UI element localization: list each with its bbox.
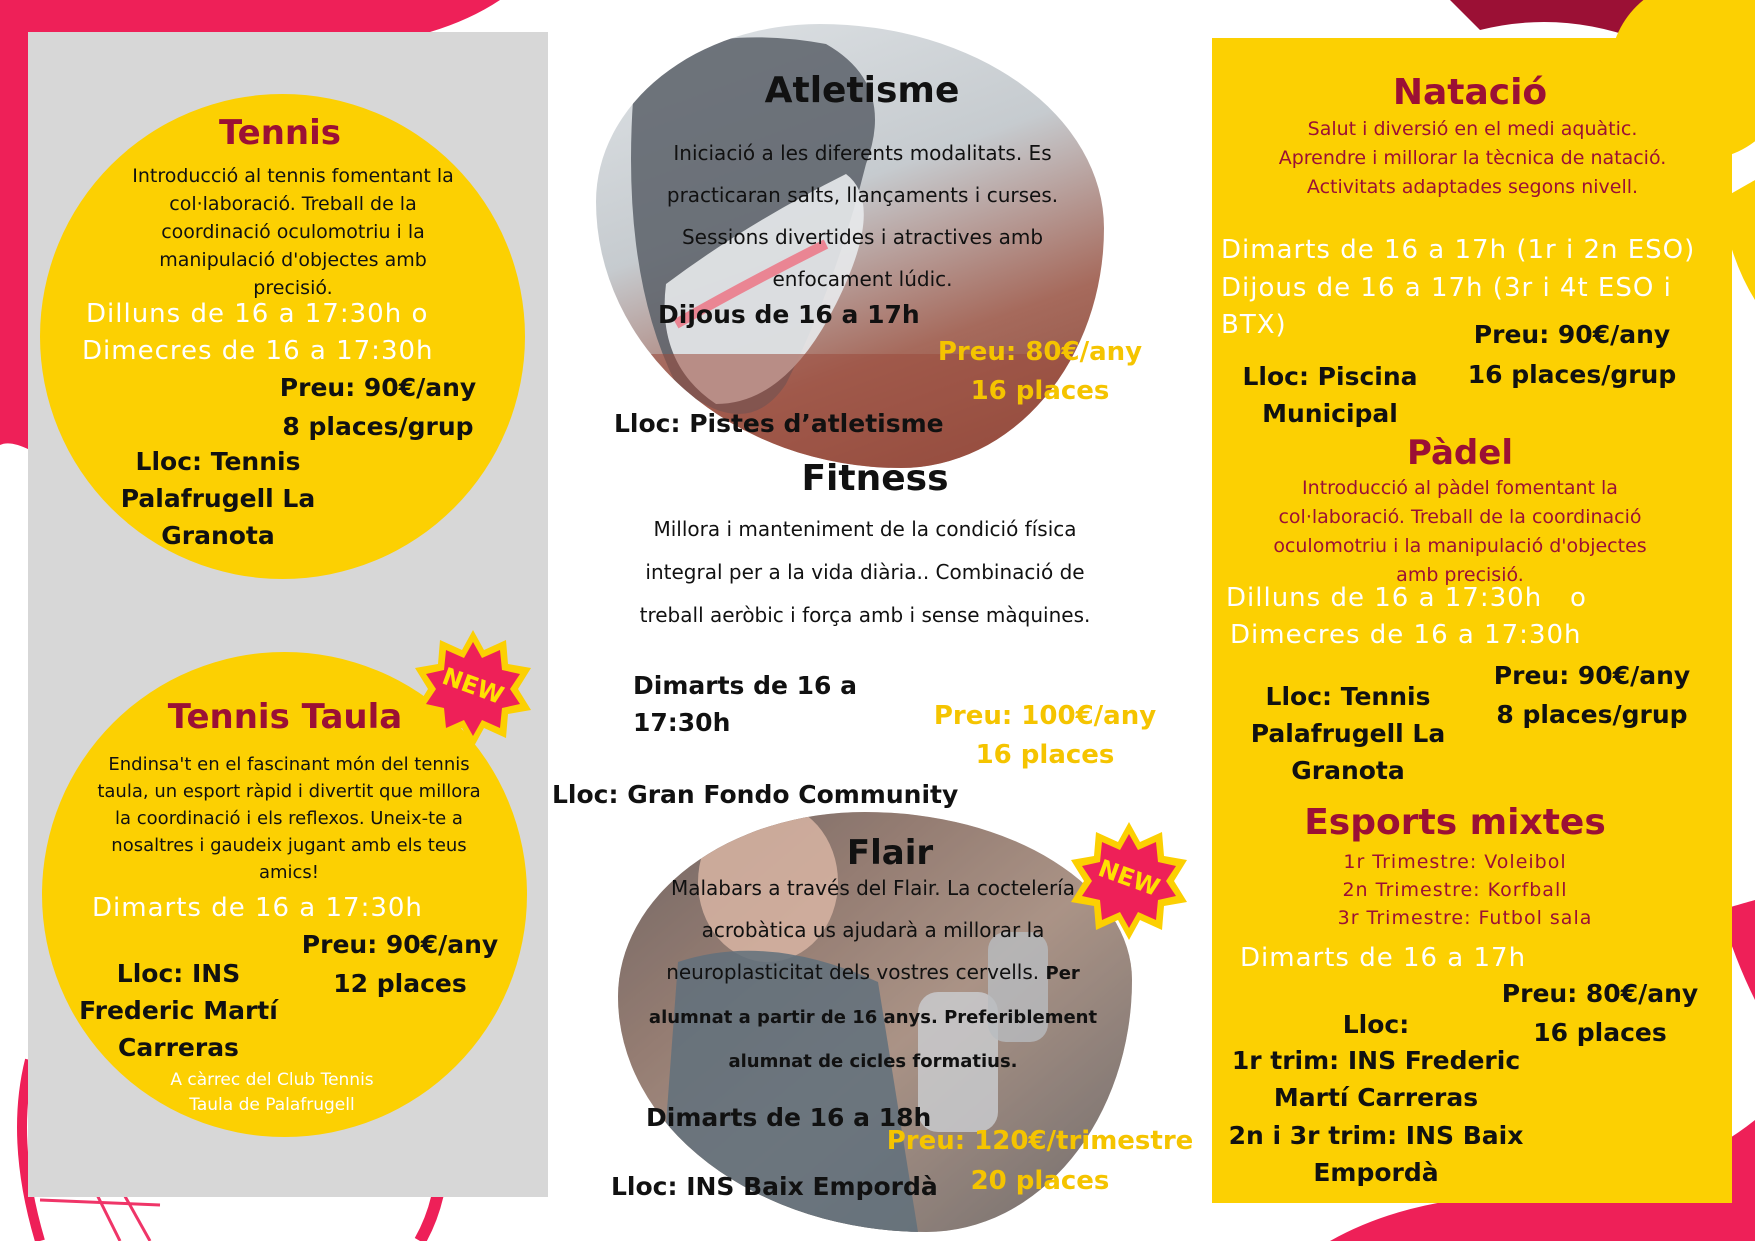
fitness-title: Fitness bbox=[801, 458, 949, 499]
tennis-taula-description: Endinsa't en el fascinant món del tennis taula, un esport ràpid i divertit que millora la coordinació i els reflexos. Uneix-te a nosaltres i gaudeix jugant amb els teus amics! bbox=[97, 754, 481, 883]
atletisme-places: 16 places bbox=[970, 376, 1110, 406]
flair-description-text: Malabars a través del Flair. La coctelería acrobàtica us ajudarà a millorar la neuroplasticitat dels vostres cervells. bbox=[666, 876, 1076, 984]
fitness-location: Lloc: Gran Fondo Community bbox=[552, 780, 959, 809]
esports-mixtes-location-label: Lloc: bbox=[1342, 1010, 1410, 1039]
esports-mixtes-location-2: 2n i 3r trim: INS Baix Empordà bbox=[1228, 1121, 1524, 1187]
tennis-title: Tennis bbox=[218, 113, 342, 153]
atletisme-location: Lloc: Pistes d’atletisme bbox=[614, 409, 944, 438]
padel-schedule-1: Dilluns de 16 a 17:30h o bbox=[1226, 583, 1587, 613]
tennis-taula-price: Preu: 90€/any bbox=[301, 930, 499, 959]
atletisme-title: Atletisme bbox=[764, 70, 960, 111]
fitness-schedule: Dimarts de 16 a 17:30h bbox=[633, 671, 858, 737]
tennis-taula-schedule: Dimarts de 16 a 17:30h bbox=[92, 893, 423, 923]
tennis-location: Lloc: Tennis Palafrugell La Granota bbox=[120, 447, 316, 550]
esports-mixtes-title: Esports mixtes bbox=[1304, 802, 1606, 843]
natacio-location: Lloc: Piscina Municipal bbox=[1242, 362, 1418, 428]
flair-location: Lloc: INS Baix Empordà bbox=[611, 1172, 938, 1201]
natacio-places: 16 places/grup bbox=[1467, 360, 1677, 389]
esports-mixtes-trimester-3: 3r Trimestre: Futbol sala bbox=[1337, 907, 1593, 929]
esports-mixtes-location-1: 1r trim: INS Frederic Martí Carreras bbox=[1231, 1046, 1521, 1112]
flair-schedule: Dimarts de 16 a 18h bbox=[646, 1103, 932, 1132]
esports-mixtes-schedule: Dimarts de 16 a 17h bbox=[1240, 943, 1527, 973]
natacio-schedule-1: Dimarts de 16 a 17h (1r i 2n ESO) bbox=[1221, 235, 1696, 265]
padel-title: Pàdel bbox=[1406, 433, 1513, 473]
esports-mixtes-price: Preu: 80€/any bbox=[1501, 979, 1699, 1008]
tennis-places: 8 places/grup bbox=[282, 412, 474, 441]
flair-description-bold: Per alumnat a partir de 16 anys. Preferiblement alumnat de cicles formatius. bbox=[648, 963, 1098, 1072]
esports-mixtes-places: 16 places bbox=[1533, 1018, 1667, 1047]
new-badge-tennis-taula bbox=[412, 628, 534, 750]
tennis-price: Preu: 90€/any bbox=[279, 373, 477, 402]
natacio-title: Natació bbox=[1392, 72, 1548, 113]
padel-location: Lloc: Tennis Palafrugell La Granota bbox=[1250, 682, 1446, 785]
natacio-schedule-2: Dijous de 16 a 17h (3r i 4t ESO i BTX) bbox=[1221, 273, 1672, 340]
fitness-description: Millora i manteniment de la condició física integral per a la vida diària.. Combinació de treball aeròbic i força amb i sense màquines. bbox=[639, 517, 1091, 627]
tennis-taula-credit: A càrrec del Club Tennis Taula de Palafrugell bbox=[170, 1070, 374, 1115]
new-badge-label: NEW bbox=[1094, 854, 1164, 902]
esports-mixtes-trimester-2: 2n Trimestre: Korfball bbox=[1342, 879, 1568, 901]
flair-price: Preu: 120€/trimestre bbox=[886, 1126, 1194, 1156]
flair-places: 20 places bbox=[970, 1166, 1110, 1196]
tennis-schedule-1: Dilluns de 16 a 17:30h o bbox=[86, 299, 429, 329]
fitness-price: Preu: 100€/any bbox=[933, 701, 1157, 731]
flair-title: Flair bbox=[846, 833, 934, 873]
padel-schedule-2: Dimecres de 16 a 17:30h bbox=[1230, 620, 1582, 650]
padel-price: Preu: 90€/any bbox=[1493, 661, 1691, 690]
flair-description bbox=[648, 867, 1098, 1083]
atletisme-schedule: Dijous de 16 a 17h bbox=[658, 300, 920, 329]
padel-places: 8 places/grup bbox=[1496, 700, 1688, 729]
natacio-price: Preu: 90€/any bbox=[1473, 320, 1671, 349]
new-badge-flair bbox=[1068, 820, 1190, 942]
tennis-taula-places: 12 places bbox=[333, 969, 467, 998]
natacio-description: Salut i diversió en el medi aquàtic. Aprendre i millorar la tècnica de natació. Activitats adaptades segons nivell. bbox=[1278, 118, 1667, 198]
atletisme-price: Preu: 80€/any bbox=[937, 337, 1143, 367]
fitness-places: 16 places bbox=[975, 740, 1115, 770]
esports-mixtes-trimester-1: 1r Trimestre: Voleibol bbox=[1343, 851, 1567, 873]
tennis-taula-location: Lloc: INS Frederic Martí Carreras bbox=[79, 959, 278, 1062]
tennis-schedule-2: Dimecres de 16 a 17:30h bbox=[82, 336, 434, 366]
tennis-taula-title: Tennis Taula bbox=[167, 697, 403, 737]
tennis-description: Introducció al tennis fomentant la col·laboració. Treball de la coordinació oculomotriu i la manipulació d'objectes amb precisió. bbox=[132, 165, 454, 299]
padel-description: Introducció al pàdel fomentant la col·laboració. Treball de la coordinació oculomotriu i la manipulació d'objectes amb precisió. bbox=[1273, 477, 1647, 586]
atletisme-description: Iniciació a les diferents modalitats. Es practicaran salts, llançaments i curses. Sessions divertides i atractives amb enfocament lúdic. bbox=[666, 141, 1059, 291]
new-badge-label: NEW bbox=[438, 662, 508, 710]
